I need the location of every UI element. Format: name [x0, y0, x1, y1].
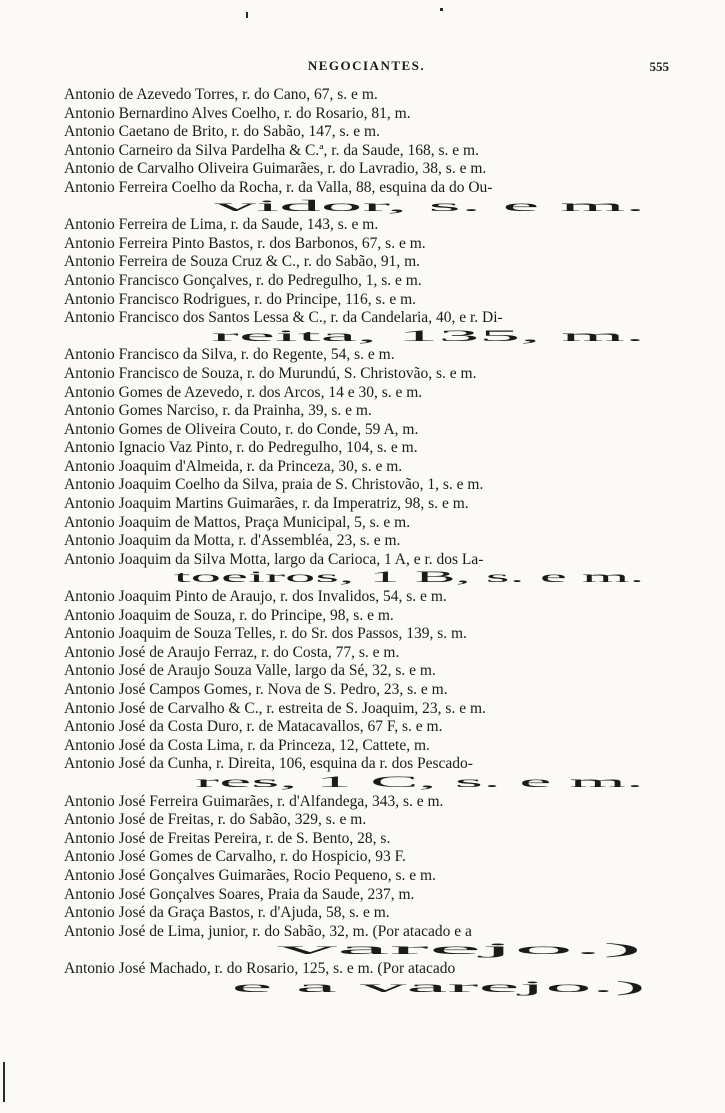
entry-line: Antonio Ignacio Vaz Pinto, r. do Pedregulho, 104, s. e m. [64, 439, 418, 457]
directory-entry [64, 495, 672, 514]
directory-entry [64, 514, 672, 533]
entry-line: Antonio Francisco Gonçalves, r. do Pedregulho, 1, s. e m. [64, 271, 422, 289]
directory-entry [64, 123, 672, 142]
entry-line: Antonio José Gonçalves Guimarães, Rocio Pequeno, s. e m. [64, 866, 436, 884]
entry-line: Antonio José de Freitas, r. do Sabão, 329, s. e m. [64, 811, 367, 829]
directory-entry [64, 588, 672, 607]
directory-entry [64, 681, 672, 700]
entry-line: Antonio José de Freitas Pereira, r. de S. Bento, 28, s. [64, 829, 391, 847]
entry-line: Antonio José Gonçalves Soares, Praia da Saude, 237, m. [64, 885, 415, 903]
directory-entry [64, 811, 672, 830]
entry-continuation-line: toeiros, 1 B, s. e m. [173, 569, 645, 587]
directory-entry [64, 755, 672, 792]
entry-continuation-line: varejo.) [277, 941, 643, 959]
entry-line: Antonio de Carvalho Oliveira Guimarães, r. do Lavradio, 38, s. e m. [64, 160, 487, 178]
directory-entry [64, 904, 672, 923]
entry-line: Antonio Ferreira Pinto Bastos, r. dos Barbonos, 67, s. e m. [64, 234, 426, 252]
entry-line: Antonio Ferreira de Souza Cruz & C., r. do Sabão, 91, m. [64, 253, 421, 271]
directory-entry [64, 86, 672, 105]
entry-line: Antonio José de Lima, junior, r. do Sabão, 32, m. (Por atacado e a [64, 922, 472, 940]
entry-line: Antonio José de Araujo Souza Valle, largo da Sé, 32, s. e m. [64, 662, 436, 680]
entry-line: Antonio José da Graça Bastos, r. d'Ajuda, 58, s. e m. [64, 904, 390, 922]
directory-entry [64, 476, 672, 495]
entry-line: Antonio Joaquim Martins Guimarães, r. da Imperatriz, 98, s. e m. [64, 495, 469, 513]
directory-entry [64, 160, 672, 179]
directory-entry [64, 923, 672, 960]
directory-entry [64, 105, 672, 124]
directory-entry [64, 179, 672, 216]
directory-entry [64, 867, 672, 886]
directory-entry [64, 662, 672, 681]
entry-line: Antonio Ferreira Coelho da Rocha, r. da Valla, 88, esquina da do Ou- [64, 178, 493, 196]
directory-entry [64, 700, 672, 719]
entry-line: Antonio José Ferreira Guimarães, r. d'Alfandega, 343, s. e m. [64, 792, 444, 810]
page-header [64, 58, 669, 80]
entry-line: Antonio Joaquim de Mattos, Praça Municipal, 5, s. e m. [64, 513, 411, 531]
directory-entry [64, 439, 672, 458]
directory-entry [64, 644, 672, 663]
entry-line: Antonio Joaquim Coelho da Silva, praia de S. Christovão, 1, s. e m. [64, 476, 484, 494]
entry-line: Antonio José da Costa Lima, r. da Princeza, 12, Cattete, m. [64, 736, 430, 754]
directory-entry [64, 830, 672, 849]
directory-entry [64, 365, 672, 384]
directory-entry [64, 737, 672, 756]
directory-entry [64, 886, 672, 905]
entry-line: Antonio Joaquim d'Almeida, r. da Princeza, 30, s. e m. [64, 457, 403, 475]
directory-list [64, 86, 672, 997]
directory-entry [64, 625, 672, 644]
directory-entry [64, 291, 672, 310]
directory-entry [64, 142, 672, 161]
entry-continuation-line: res, 1 C, s. e m. [194, 773, 645, 791]
directory-entry [64, 216, 672, 235]
entry-line: Antonio Francisco dos Santos Lessa & C., r. da Candelaria, 40, e r. Di- [64, 309, 503, 327]
entry-line: Antonio Gomes de Azevedo, r. dos Arcos, 14 e 30, s. e m. [64, 383, 423, 401]
entry-line: Antonio Ferreira de Lima, r. da Saude, 143, s. e m. [64, 216, 379, 234]
entry-line: Antonio José de Araujo Ferraz, r. do Costa, 77, s. e m. [64, 643, 400, 661]
entry-line: Antonio Francisco da Silva, r. do Regente, 54, s. e m. [64, 346, 395, 364]
entry-line: Antonio Joaquim de Souza Telles, r. do Sr. dos Passos, 139, s. m. [64, 625, 467, 643]
directory-entry [64, 532, 672, 551]
directory-entry [64, 346, 672, 365]
entry-line: Antonio Bernardino Alves Coelho, r. do Rosario, 81, m. [64, 104, 411, 122]
ink-speck [440, 8, 443, 11]
directory-entry [64, 272, 672, 291]
entry-continuation-line: vidor, s. e m. [214, 197, 646, 215]
entry-line: Antonio Joaquim da Motta, r. d'Assembléa, 23, s. e m. [64, 532, 401, 550]
directory-entry [64, 402, 672, 421]
entry-line: Antonio Joaquim da Silva Motta, largo da Carioca, 1 A, e r. dos La- [64, 550, 484, 568]
directory-entry [64, 551, 672, 588]
entry-line: Antonio José Machado, r. do Rosario, 125, s. e m. (Por atacado [64, 959, 456, 977]
directory-entry [64, 235, 672, 254]
page-number: 555 [649, 59, 669, 74]
entry-line: Antonio Joaquim de Souza, r. do Principe, 98, s. e m. [64, 606, 394, 624]
directory-entry [64, 718, 672, 737]
directory-entry [64, 607, 672, 626]
entry-line: Antonio Gomes Narciso, r. da Prainha, 39, s. e m. [64, 402, 372, 420]
directory-entry [64, 458, 672, 477]
directory-entry [64, 848, 672, 867]
entry-line: Antonio Francisco de Souza, r. do Murundú, S. Christovão, s. e m. [64, 364, 477, 382]
entry-line: Antonio José de Carvalho & C., r. estreita de S. Joaquim, 23, s. e m. [64, 699, 486, 717]
running-head: NEGOCIANTES. [307, 58, 426, 73]
directory-entry [64, 421, 672, 440]
entry-line: Antonio José Campos Gomes, r. Nova de S. Pedro, 23, s. e m. [64, 681, 448, 698]
binding-edge-mark [3, 1062, 5, 1102]
entry-line: Antonio José da Cunha, r. Direita, 106, esquina da r. dos Pescado- [64, 755, 473, 773]
entry-continuation-line: e a varejo.) [231, 978, 646, 996]
directory-entry [64, 309, 672, 346]
entry-line: Antonio Francisco Rodrigues, r. do Principe, 116, s. e m. [64, 290, 417, 308]
directory-entry [64, 253, 672, 272]
entry-continuation-line: reita, 135, m. [211, 327, 646, 345]
directory-entry [64, 384, 672, 403]
directory-entry [64, 793, 672, 812]
directory-entry [64, 960, 672, 997]
entry-line: Antonio Caetano de Brito, r. do Sabão, 147, s. e m. [64, 123, 380, 141]
ink-speck [246, 12, 248, 18]
entry-line: Antonio Joaquim Pinto de Araujo, r. dos Invalidos, 54, s. e m. [64, 588, 447, 606]
entry-line: Antonio de Azevedo Torres, r. do Cano, 67, s. e m. [64, 86, 378, 103]
entry-line: Antonio Gomes de Oliveira Couto, r. do Conde, 59 A, m. [64, 420, 419, 438]
entry-line: Antonio José Gomes de Carvalho, r. do Hospicio, 93 F. [64, 848, 406, 866]
entry-line: Antonio Carneiro da Silva Pardelha & C.ª, r. da Saude, 168, s. e m. [64, 141, 479, 159]
entry-line: Antonio José da Costa Duro, r. de Matacavallos, 67 F, s. e m. [64, 718, 443, 736]
